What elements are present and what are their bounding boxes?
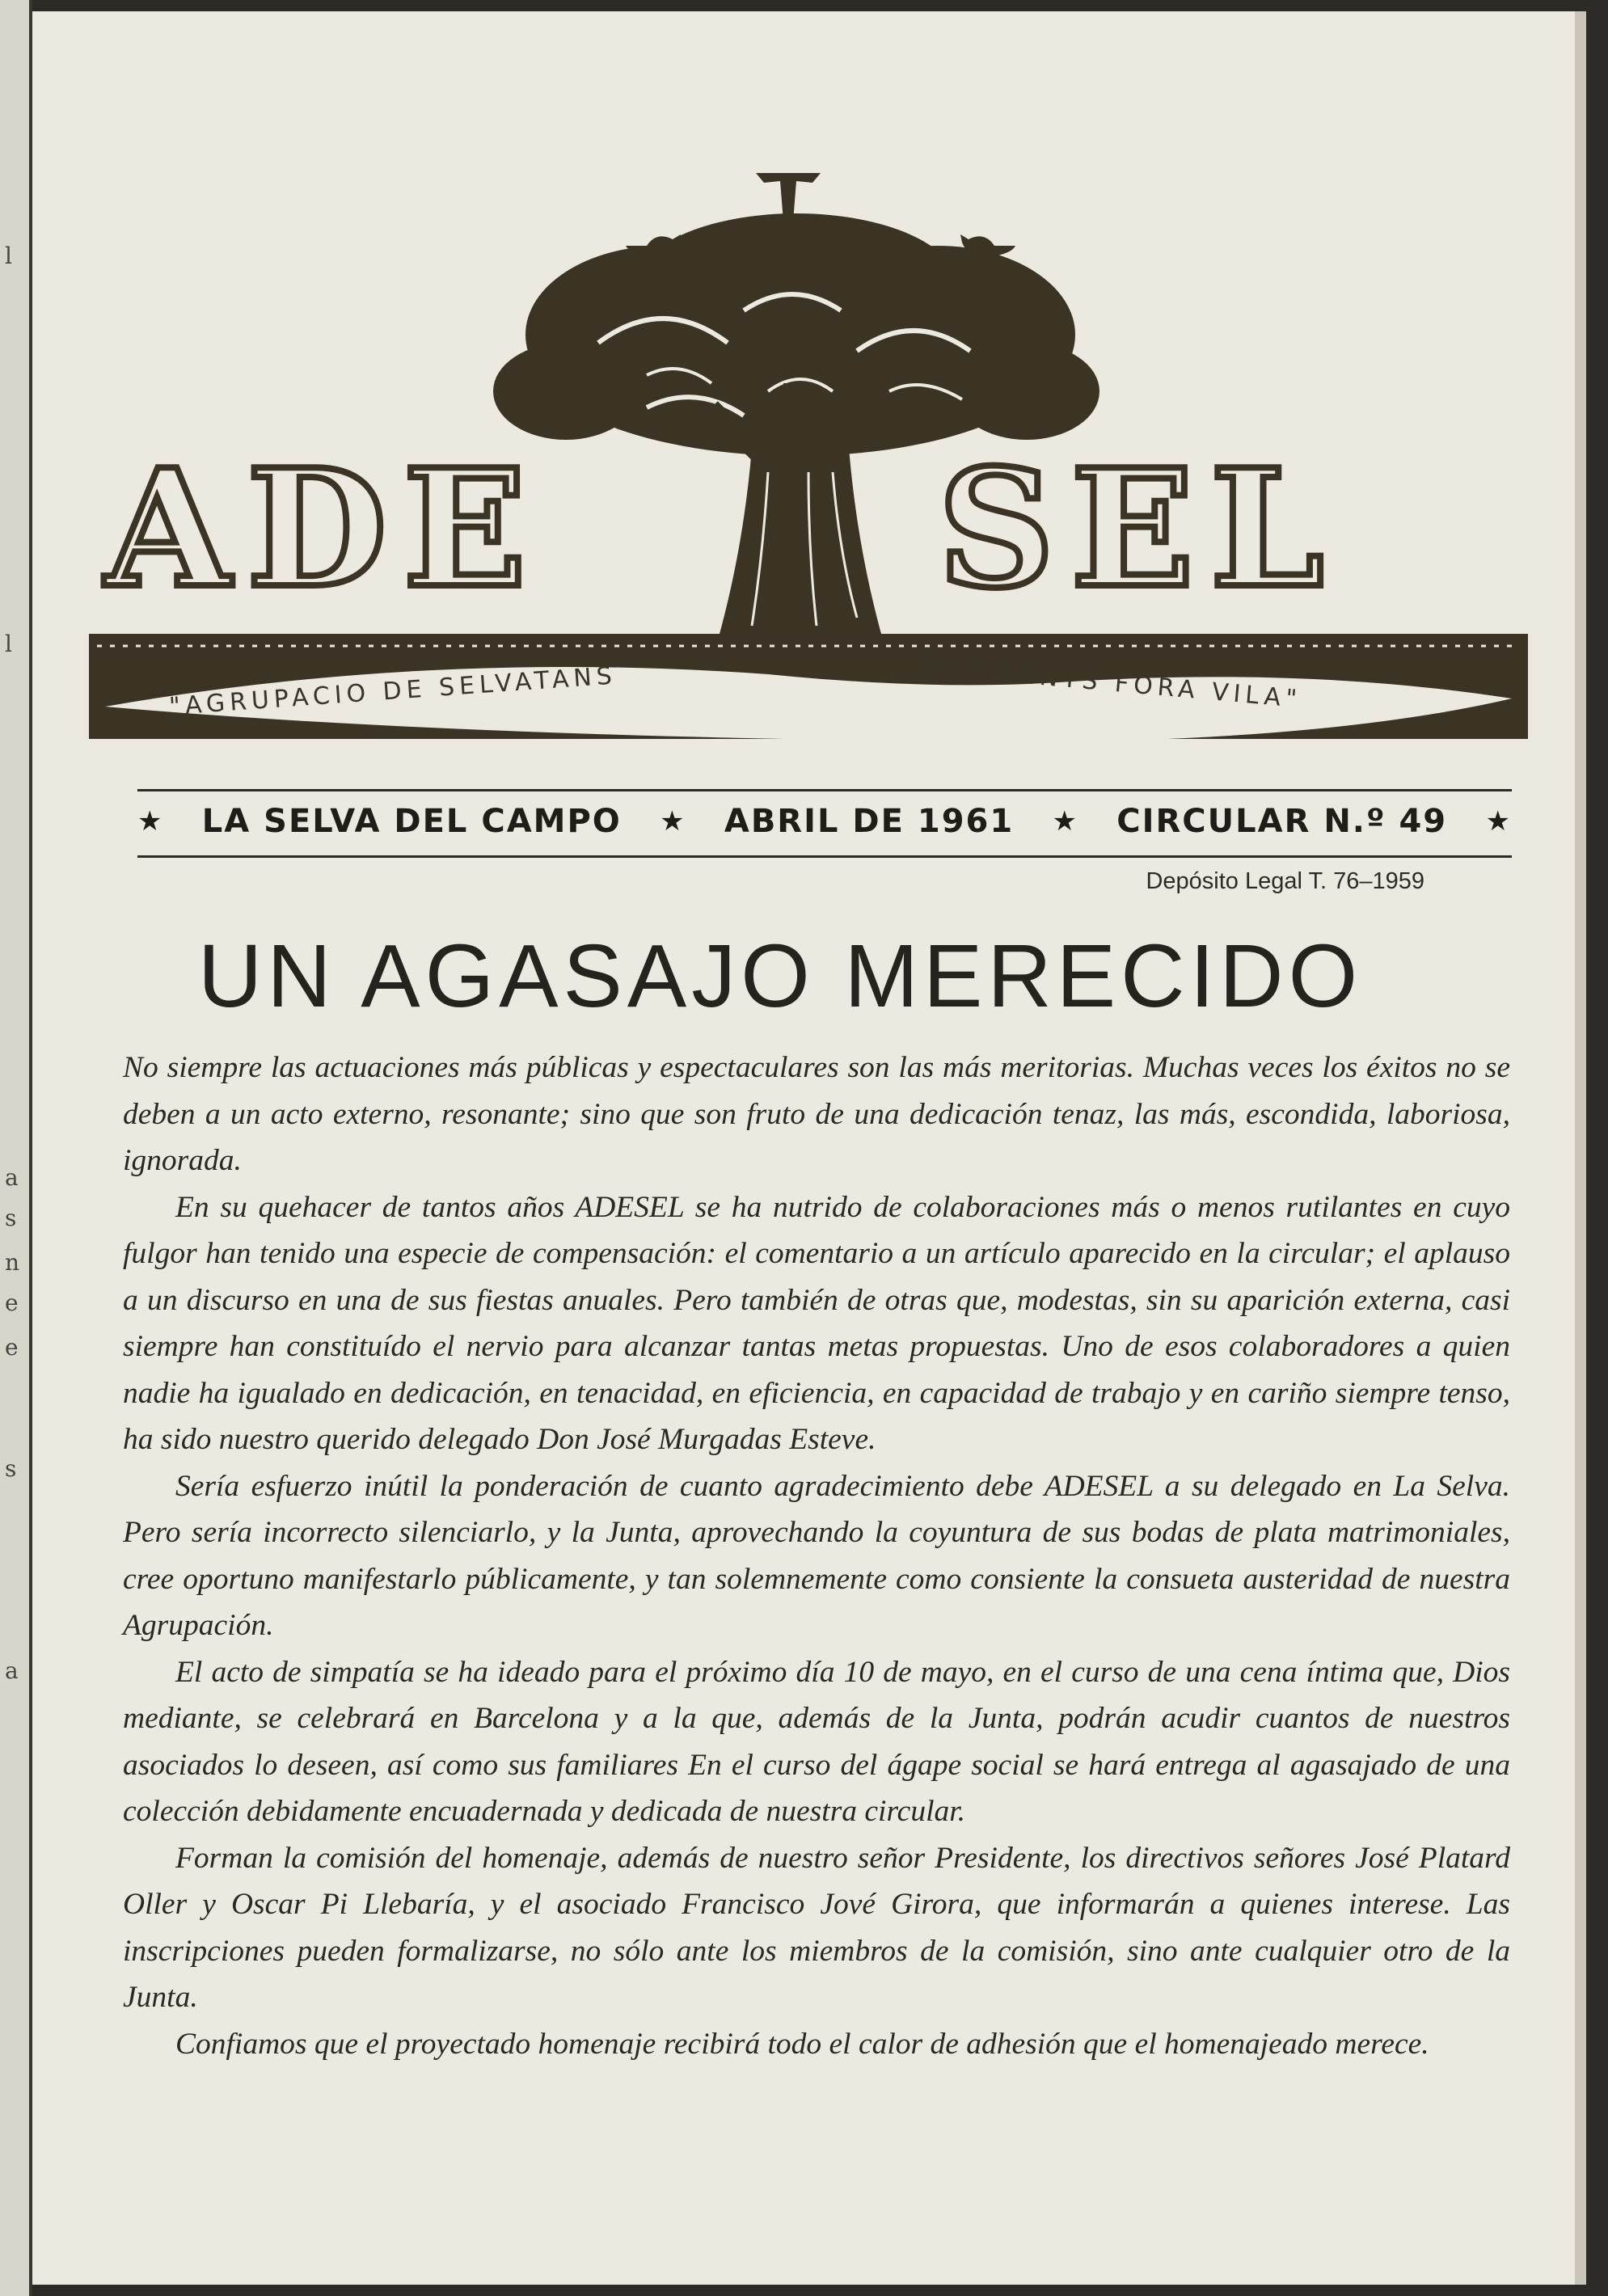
- fragment-char: a: [5, 1164, 19, 1191]
- issue-banner: [137, 791, 1512, 851]
- article-paragraph: Confiamos que el proyectado homenaje recibirá todo el calor de adhesión que el homenajeado merece.: [175, 2027, 1429, 2061]
- legal-deposit: Depósito Legal T. 76–1959: [1146, 868, 1424, 894]
- banner-date: ABRIL DE 1961: [724, 803, 1015, 840]
- article-paragraph: En su quehacer de tantos años ADESEL se ha nutrido de colaboraciones más o menos rutilantes en cuyo fulgor han tenido una especie de compensación: el comentario a un artículo aparecido en la circular; el aplauso a un discurso en una de sus fiestas anuales. Pero también de otras que, modestas, sin su aparición externa, casi siempre han constituído el nervio para alcanzar tantas metas propuestas. Uno de esos colaboradores a quien nadie ha igualado en dedicación, en tenacidad, en eficiencia, en capacidad de trabajo y en cariño siempre tenso, ha sido nuestro querido delegado Don José Murgadas Esteve.: [123, 1190, 1510, 1456]
- fragment-char: e: [5, 1334, 19, 1361]
- star-icon: ★: [660, 805, 686, 838]
- banner-issue: CIRCULAR N.º 49: [1116, 803, 1448, 840]
- banner-place: LA SELVA DEL CAMPO: [201, 803, 622, 840]
- article-title: UN AGASAJO MERECIDO: [197, 926, 1363, 1026]
- fragment-char: l: [5, 631, 12, 657]
- fragment-char: n: [5, 1249, 20, 1276]
- article-paragraph: El acto de simpatía se ha ideado para el próximo día 10 de mayo, en el curso de una cena íntima que, Dios mediante, se celebrará en Barcelona y a la que, además de la Junta, podrán acudir cuantos de nuestros asociados lo deseen, así como sus familiares En el curso del ágape social se hará entrega al agasajado de una colección debidamente encuadernada y dedicada de nuestra circular.: [123, 1655, 1510, 1828]
- fragment-char: s: [5, 1205, 17, 1231]
- star-icon: ★: [1485, 805, 1512, 838]
- fragment-char: s: [5, 1455, 17, 1482]
- adesel-masthead-logo: [81, 149, 1528, 779]
- star-icon: ★: [1052, 805, 1078, 838]
- star-icon: ★: [137, 805, 164, 838]
- ribbon-text-left: "AGRUPACIO DE SELVATANS: [168, 661, 618, 721]
- page-binding-edge: [1575, 11, 1586, 2285]
- ribbon-text-right: RESIDENTS FORA VILA": [921, 652, 1303, 714]
- fragment-char: l: [5, 243, 12, 269]
- fragment-char: a: [5, 1657, 19, 1684]
- article-paragraph: No siempre las actuaciones más públicas y espectaculares son las más meritorias. Muchas veces los éxitos no se deben a un acto externo, resonante; sino que son fruto de una dedicación tenaz, las más, escondida, laboriosa, ignorada.: [123, 1051, 1510, 1177]
- fragment-char: e: [5, 1289, 19, 1316]
- article-paragraph: Sería esfuerzo inútil la ponderación de cuanto agradecimiento debe ADESEL a su delegado en La Selva. Pero sería incorrecto silenciarlo, y la Junta, aprovechando la coyuntura de sus bodas de plata matrimoniales, cree oportuno manifestarlo públicamente, y tan solemnemente como consiente la consueta austeridad de nuestra Agrupación.: [123, 1469, 1510, 1642]
- masthead-name-right: SEL: [938, 434, 1340, 624]
- banner-bottom-rule: [137, 855, 1512, 858]
- article-paragraph: Forman la comisión del homenaje, además de nuestro señor Presidente, los directivos señores José Platard Oller y Oscar Pi Llebaría, y el asociado Francisco Jové Girora, que informarán a quienes interese. Las inscripciones pueden formalizarse, no sólo ante los miembros de la comisión, sino ante cualquier otro de la Junta.: [123, 1841, 1510, 2014]
- newsletter-page: [32, 11, 1586, 2285]
- adjacent-page-edge: [0, 0, 32, 2296]
- masthead-name-left: ADE: [105, 434, 543, 624]
- article-body: [123, 1045, 1510, 2067]
